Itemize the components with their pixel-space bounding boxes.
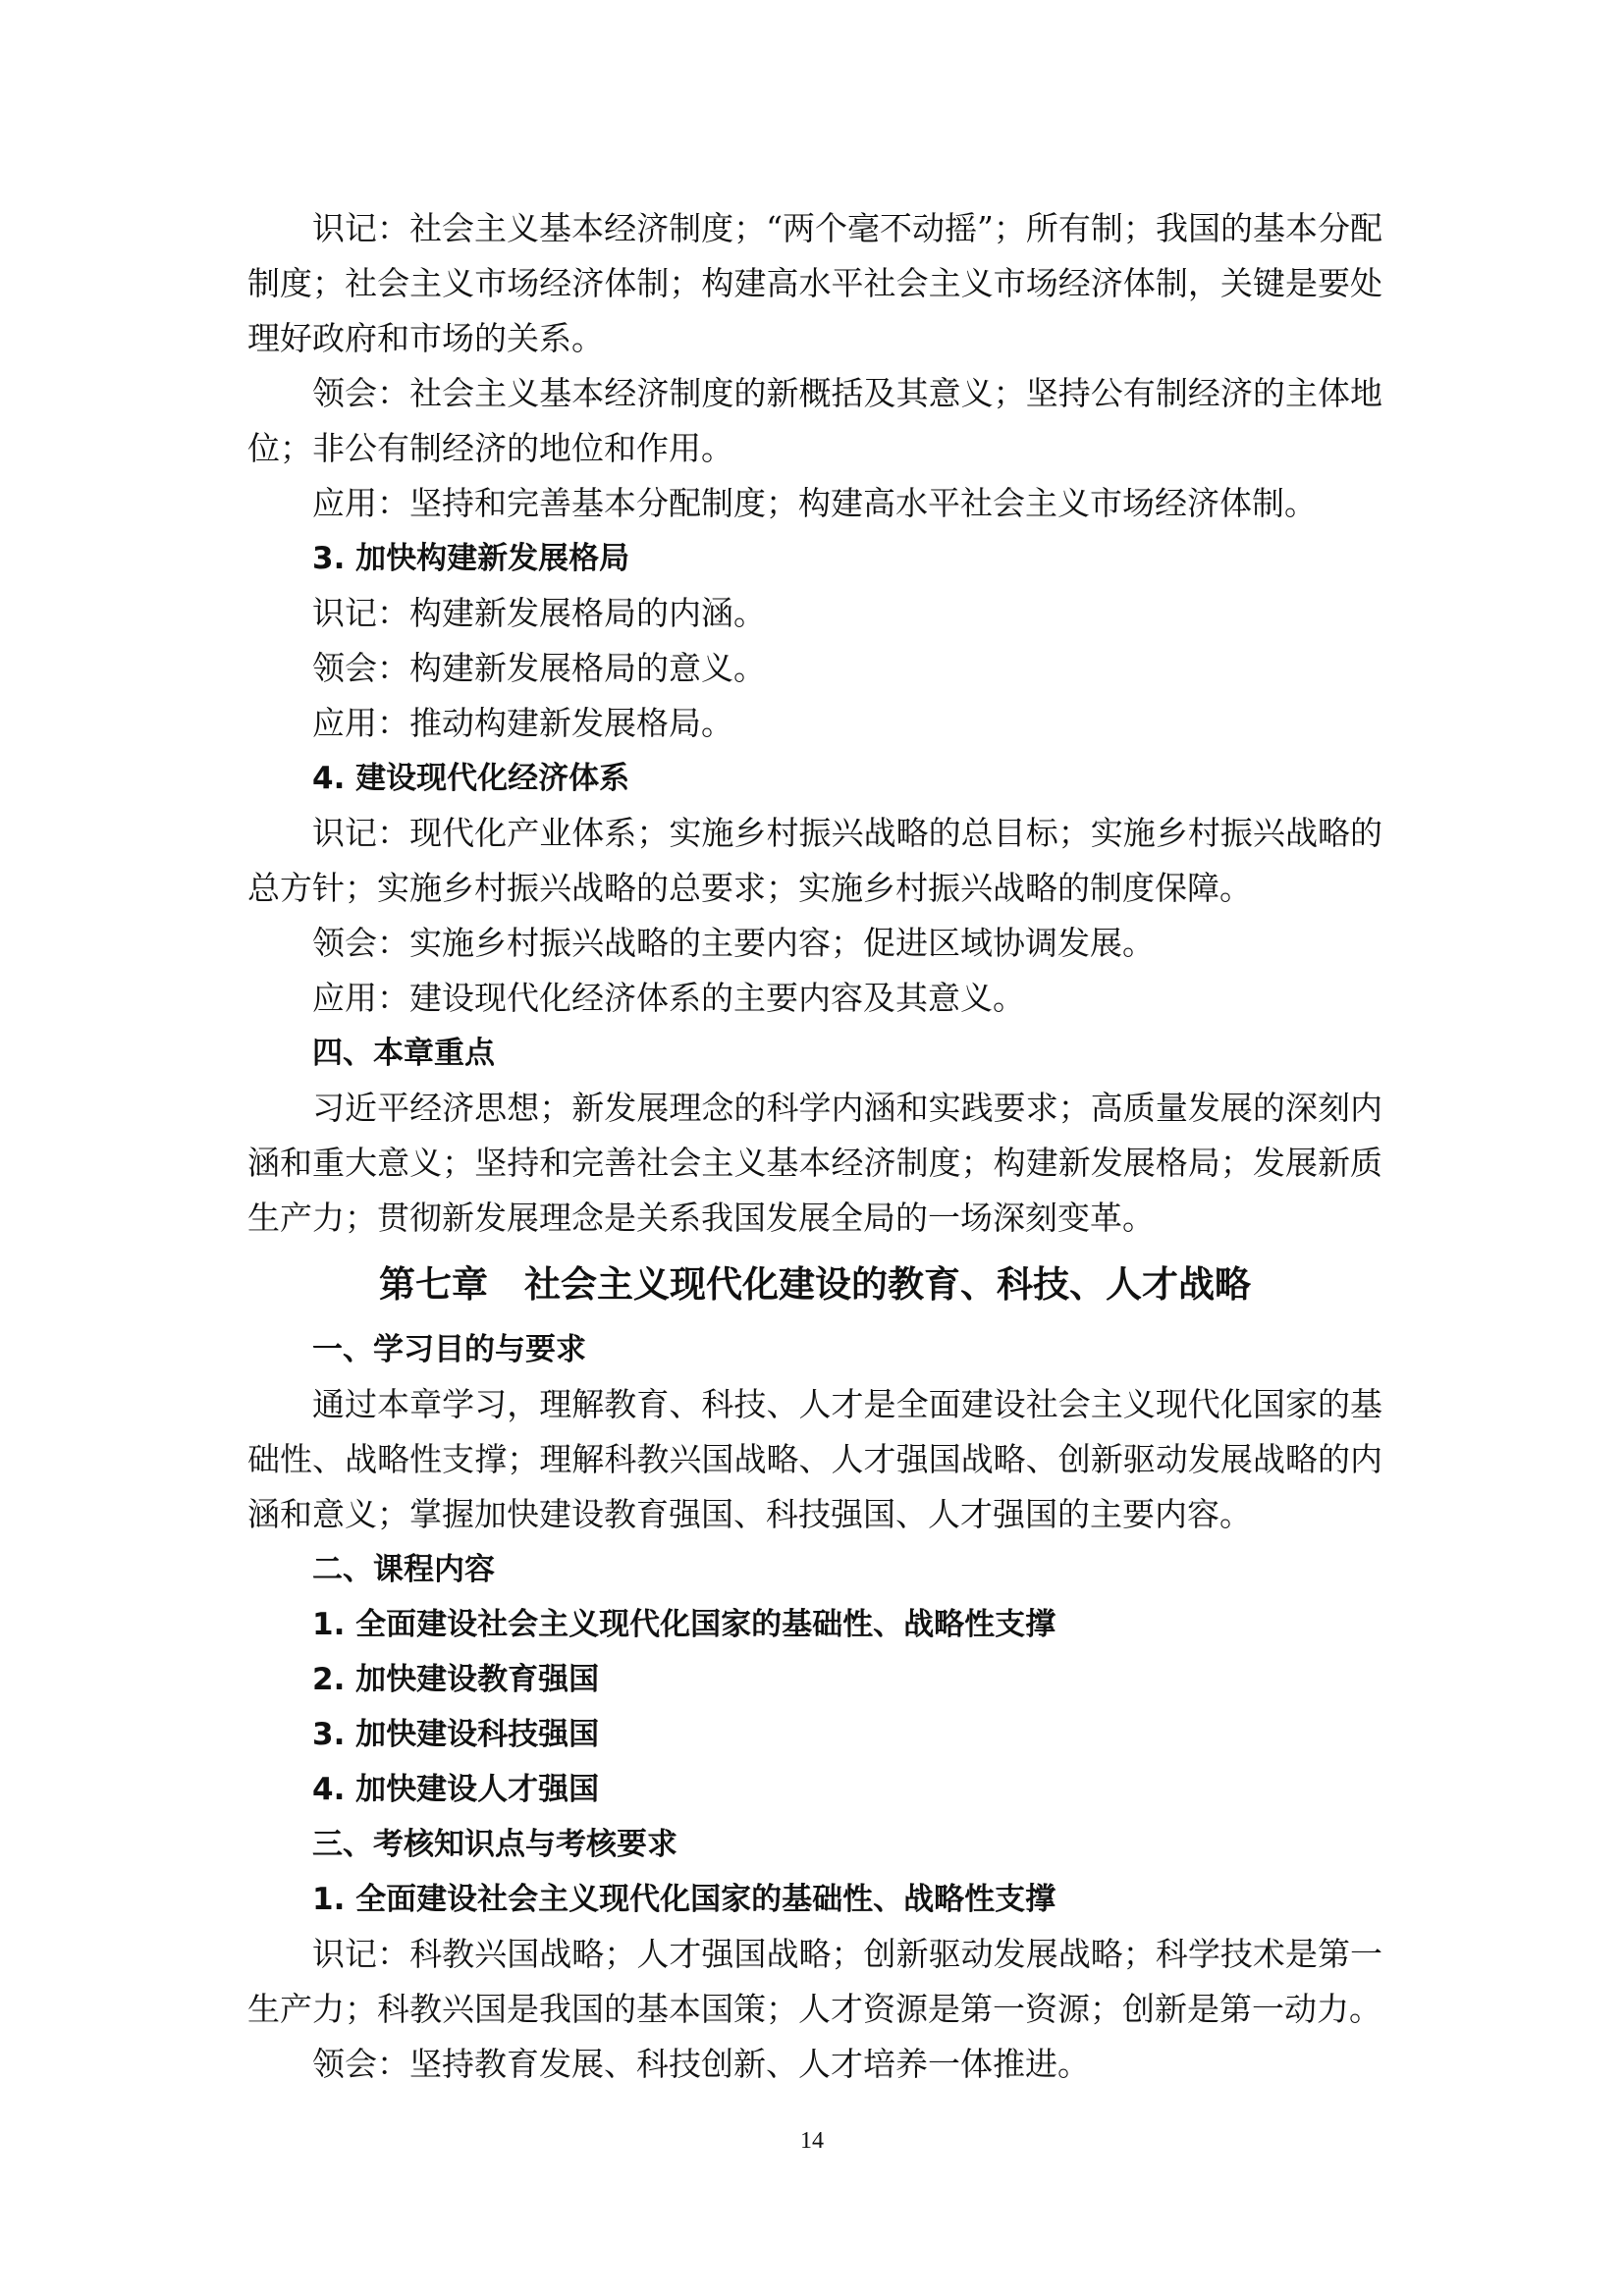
paragraph-assessment-understand: 领会：坚持教育发展、科技创新、人才培养一体推进。	[312, 2045, 1090, 2083]
paragraph-new-pattern-apply: 应用：推动构建新发展格局。	[312, 704, 733, 742]
heading-chapter-key-points: 四、本章重点	[312, 1036, 495, 1071]
paragraph-new-pattern-recall: 识记：构建新发展格局的内涵。	[312, 594, 766, 632]
heading-assessment-requirements: 三、考核知识点与考核要求	[312, 1827, 677, 1862]
paragraph-new-pattern-understand: 领会：构建新发展格局的意义。	[312, 649, 766, 687]
paragraph-basic-economic-system-understand: 领会：社会主义基本经济制度的新概括及其意义；坚持公有制经济的主体地位；非公有制经济的地位和作用。	[247, 374, 1382, 467]
course-content-item-3: 3. 加快建设科技强国	[312, 1717, 600, 1752]
paragraph-modern-economy-recall: 识记：现代化产业体系；实施乡村振兴战略的总目标；实施乡村振兴战略的总方针；实施乡村振兴战略的总要求；实施乡村振兴战略的制度保障。	[247, 814, 1382, 907]
heading-modern-economic-system: 4. 建设现代化经济体系	[312, 761, 630, 796]
paragraph-modern-economy-apply: 应用：建设现代化经济体系的主要内容及其意义。	[312, 979, 1025, 1017]
course-content-item-4: 4. 加快建设人才强国	[312, 1772, 600, 1807]
paragraph-chapter-key-points: 习近平经济思想；新发展理念的科学内涵和实践要求；高质量发展的深刻内涵和重大意义；坚持和完善社会主义基本经济制度；构建新发展格局；发展新质生产力；贯彻新发展理念是关系我国发展全局的一场深刻变革。	[247, 1089, 1382, 1237]
paragraph-modern-economy-understand: 领会：实施乡村振兴战略的主要内容；促进区域协调发展。	[312, 924, 1155, 962]
heading-new-development-pattern: 3. 加快构建新发展格局	[312, 541, 630, 576]
chapter-title: 第七章 社会主义现代化建设的教育、科技、人才战略	[379, 1263, 1251, 1306]
page-body	[247, 201, 1382, 2092]
page-number: 14	[800, 2128, 824, 2154]
paragraph-learning-objectives: 通过本章学习，理解教育、科技、人才是全面建设社会主义现代化国家的基础性、战略性支撑；理解科教兴国战略、人才强国战略、创新驱动发展战略的内涵和意义；掌握加快建设教育强国、科技强国、人才强国的主要内容。	[247, 1385, 1382, 1533]
course-content-item-1: 1. 全面建设社会主义现代化国家的基础性、战略性支撑	[312, 1607, 1056, 1642]
paragraph-basic-economic-system-apply: 应用：坚持和完善基本分配制度；构建高水平社会主义市场经济体制。	[312, 484, 1317, 522]
paragraph-basic-economic-system-recall: 识记：社会主义基本经济制度；“两个毫不动摇”；所有制；我国的基本分配制度；社会主义市场经济体制；构建高水平社会主义市场经济体制，关键是要处理好政府和市场的关系。	[247, 209, 1382, 357]
paragraph-assessment-recall: 识记：科教兴国战略；人才强国战略；创新驱动发展战略；科学技术是第一生产力；科教兴国是我国的基本国策；人才资源是第一资源；创新是第一动力。	[247, 1935, 1382, 2028]
heading-course-content: 二、课程内容	[312, 1552, 495, 1587]
heading-assessment-item-1: 1. 全面建设社会主义现代化国家的基础性、战略性支撑	[312, 1882, 1056, 1917]
course-content-item-2: 2. 加快建设教育强国	[312, 1662, 600, 1697]
heading-learning-objectives: 一、学习目的与要求	[312, 1332, 586, 1367]
